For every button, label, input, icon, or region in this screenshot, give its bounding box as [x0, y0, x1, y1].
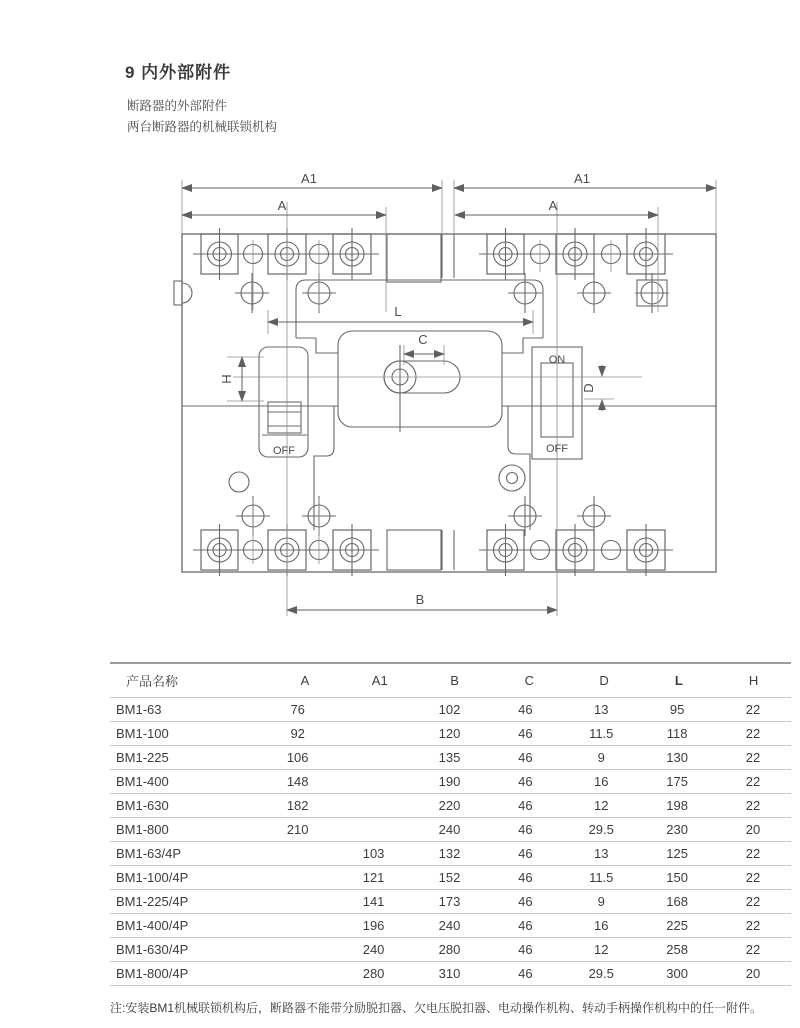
dimension-cell: 46 — [518, 822, 533, 837]
dim-label-a1-right: A1 — [574, 171, 590, 186]
dimension-cell: 135 — [438, 750, 461, 765]
dimension-cell: 102 — [438, 702, 461, 717]
spec-table — [110, 662, 791, 986]
dimension-cell: 240 — [362, 942, 385, 957]
dimension-cell: 22 — [745, 774, 761, 789]
dimension-cell: 9 — [597, 750, 605, 765]
dimension-cell: 280 — [438, 942, 461, 957]
dim-label-d: D — [581, 383, 596, 393]
table-header-cell: B — [450, 673, 459, 688]
dimension-cell: 106 — [286, 750, 309, 765]
dimension-cell: 141 — [362, 894, 385, 909]
product-name-cell: BM1-100 — [116, 726, 169, 741]
table-row — [110, 794, 791, 818]
dim-label-a-right: A — [548, 198, 558, 213]
dimension-cell: 22 — [745, 942, 761, 957]
dimension-cell: 103 — [362, 846, 385, 861]
dimension-cell: 16 — [594, 774, 609, 789]
dimension-cell: 46 — [518, 942, 533, 957]
dimension-cell: 182 — [286, 798, 309, 813]
dimension-cell: 92 — [290, 726, 305, 741]
table-row — [110, 962, 791, 986]
dimension-cell: 20 — [745, 822, 761, 837]
table-header-row — [110, 664, 791, 698]
dimension-cell: 230 — [666, 822, 688, 837]
interlock-dimension-drawing — [0, 160, 800, 640]
dimension-cell: 46 — [518, 702, 533, 717]
dim-label-a-left: A — [277, 198, 287, 213]
dimension-cell: 11.5 — [589, 870, 614, 885]
dimension-cell: 150 — [666, 870, 688, 885]
dimension-cell: 168 — [666, 894, 688, 909]
dimension-cell: 175 — [666, 774, 688, 789]
dimension-cell: 12 — [594, 798, 609, 813]
dimension-cell: 22 — [745, 798, 761, 813]
handle-off-label-left: OFF — [273, 445, 295, 457]
table-header-cell: A1 — [371, 673, 388, 688]
table-row — [110, 866, 791, 890]
dimension-cell: 46 — [518, 798, 533, 813]
dimension-cell: 220 — [438, 798, 461, 813]
dimension-cell: 95 — [669, 702, 685, 717]
dimension-cell: 29.5 — [588, 822, 614, 837]
handle-on-label: ON — [548, 354, 566, 366]
dimension-cell: 280 — [362, 966, 385, 981]
section-title: 9 内外部附件 — [125, 63, 232, 82]
dimension-cell: 46 — [518, 966, 533, 981]
dimension-cell: 13 — [594, 846, 609, 861]
subtitle-line-1: 断路器的外部附件 — [127, 99, 228, 113]
dimension-cell: 12 — [594, 942, 609, 957]
dimension-cell: 9 — [597, 894, 605, 909]
dimension-cell: 240 — [438, 918, 461, 933]
dim-label-h: H — [219, 374, 234, 384]
dimension-cell: 22 — [745, 750, 761, 765]
dimension-cell: 120 — [438, 726, 461, 741]
dimension-cell: 46 — [518, 918, 533, 933]
dimension-cell: 46 — [518, 894, 533, 909]
footnote: 注:安装BM1机械联锁机构后，断路器不能带分励脱扣器、欠电压脱扣器、电动操作机构、转动手柄操作机构中的任一附件。 — [110, 1001, 763, 1015]
table-row — [110, 842, 791, 866]
dimension-cell: 173 — [438, 894, 461, 909]
dimension-cell: 76 — [290, 702, 305, 717]
table-header-cell: C — [524, 673, 534, 688]
dimension-cell: 310 — [438, 966, 461, 981]
dimension-cell: 22 — [745, 702, 761, 717]
dimension-cell: 190 — [438, 774, 461, 789]
table-row — [110, 914, 791, 938]
table-header-cell: H — [748, 673, 759, 688]
dimension-cell: 300 — [666, 966, 688, 981]
dimension-cell: 22 — [745, 726, 761, 741]
dimension-cell: 132 — [438, 846, 461, 861]
product-name-cell: BM1-800/4P — [116, 966, 189, 981]
dimension-cell: 22 — [745, 846, 761, 861]
dimension-cell: 225 — [666, 918, 688, 933]
subtitle-line-2: 两台断路器的机械联锁机构 — [127, 120, 278, 134]
table-row — [110, 746, 791, 770]
dimension-cell: 210 — [286, 822, 309, 837]
product-name-cell: BM1-400/4P — [116, 918, 189, 933]
dimension-cell: 20 — [745, 966, 761, 981]
dimension-cell: 22 — [745, 918, 761, 933]
product-name-cell: BM1-63 — [116, 702, 162, 717]
dimension-cell: 11.5 — [589, 726, 614, 741]
table-header-cell: D — [599, 673, 609, 688]
dimension-cell: 46 — [518, 726, 533, 741]
dimension-cell: 22 — [745, 894, 761, 909]
product-name-cell: BM1-100/4P — [116, 870, 189, 885]
product-name-cell: BM1-630 — [116, 798, 169, 813]
dim-label-a1-left: A1 — [301, 171, 317, 186]
product-name-cell: BM1-225 — [116, 750, 169, 765]
dimension-cell: 118 — [666, 726, 688, 741]
dimension-cell: 121 — [362, 870, 385, 885]
dimension-cell: 16 — [594, 918, 609, 933]
dim-label-l: L — [394, 304, 402, 319]
product-name-cell: BM1-225/4P — [116, 894, 189, 909]
dimension-cell: 29.5 — [588, 966, 614, 981]
dimension-cell: 125 — [666, 846, 688, 861]
dimension-cell: 258 — [666, 942, 688, 957]
dimension-cell: 46 — [518, 774, 533, 789]
dimension-cell: 152 — [438, 870, 461, 885]
product-name-cell: BM1-63/4P — [116, 846, 182, 861]
table-row — [110, 818, 791, 842]
dimension-cell: 46 — [518, 870, 533, 885]
dimension-cell: 130 — [666, 750, 688, 765]
dimension-cell: 196 — [362, 918, 385, 933]
dimension-cell: 46 — [518, 846, 533, 861]
table-row — [110, 698, 791, 722]
product-name-cell: BM1-630/4P — [116, 942, 189, 957]
dimension-cell: 22 — [745, 870, 761, 885]
dim-label-b: B — [415, 592, 425, 607]
table-header-cell: L — [674, 673, 683, 688]
dimension-cell: 148 — [286, 774, 309, 789]
table-row — [110, 938, 791, 962]
product-name-cell: BM1-800 — [116, 822, 169, 837]
table-header-cell: 产品名称 — [126, 674, 179, 689]
table-header-cell: A — [300, 673, 310, 688]
product-name-cell: BM1-400 — [116, 774, 169, 789]
dimension-cell: 198 — [666, 798, 688, 813]
dimension-cell: 46 — [518, 750, 533, 765]
table-row — [110, 722, 791, 746]
table-row — [110, 890, 791, 914]
dimension-cell: 13 — [594, 702, 609, 717]
dim-label-c: C — [418, 332, 428, 347]
table-row — [110, 770, 791, 794]
breaker-body-outline — [174, 228, 716, 576]
dimension-cell: 240 — [438, 822, 461, 837]
handle-off-label-right: OFF — [546, 443, 568, 455]
